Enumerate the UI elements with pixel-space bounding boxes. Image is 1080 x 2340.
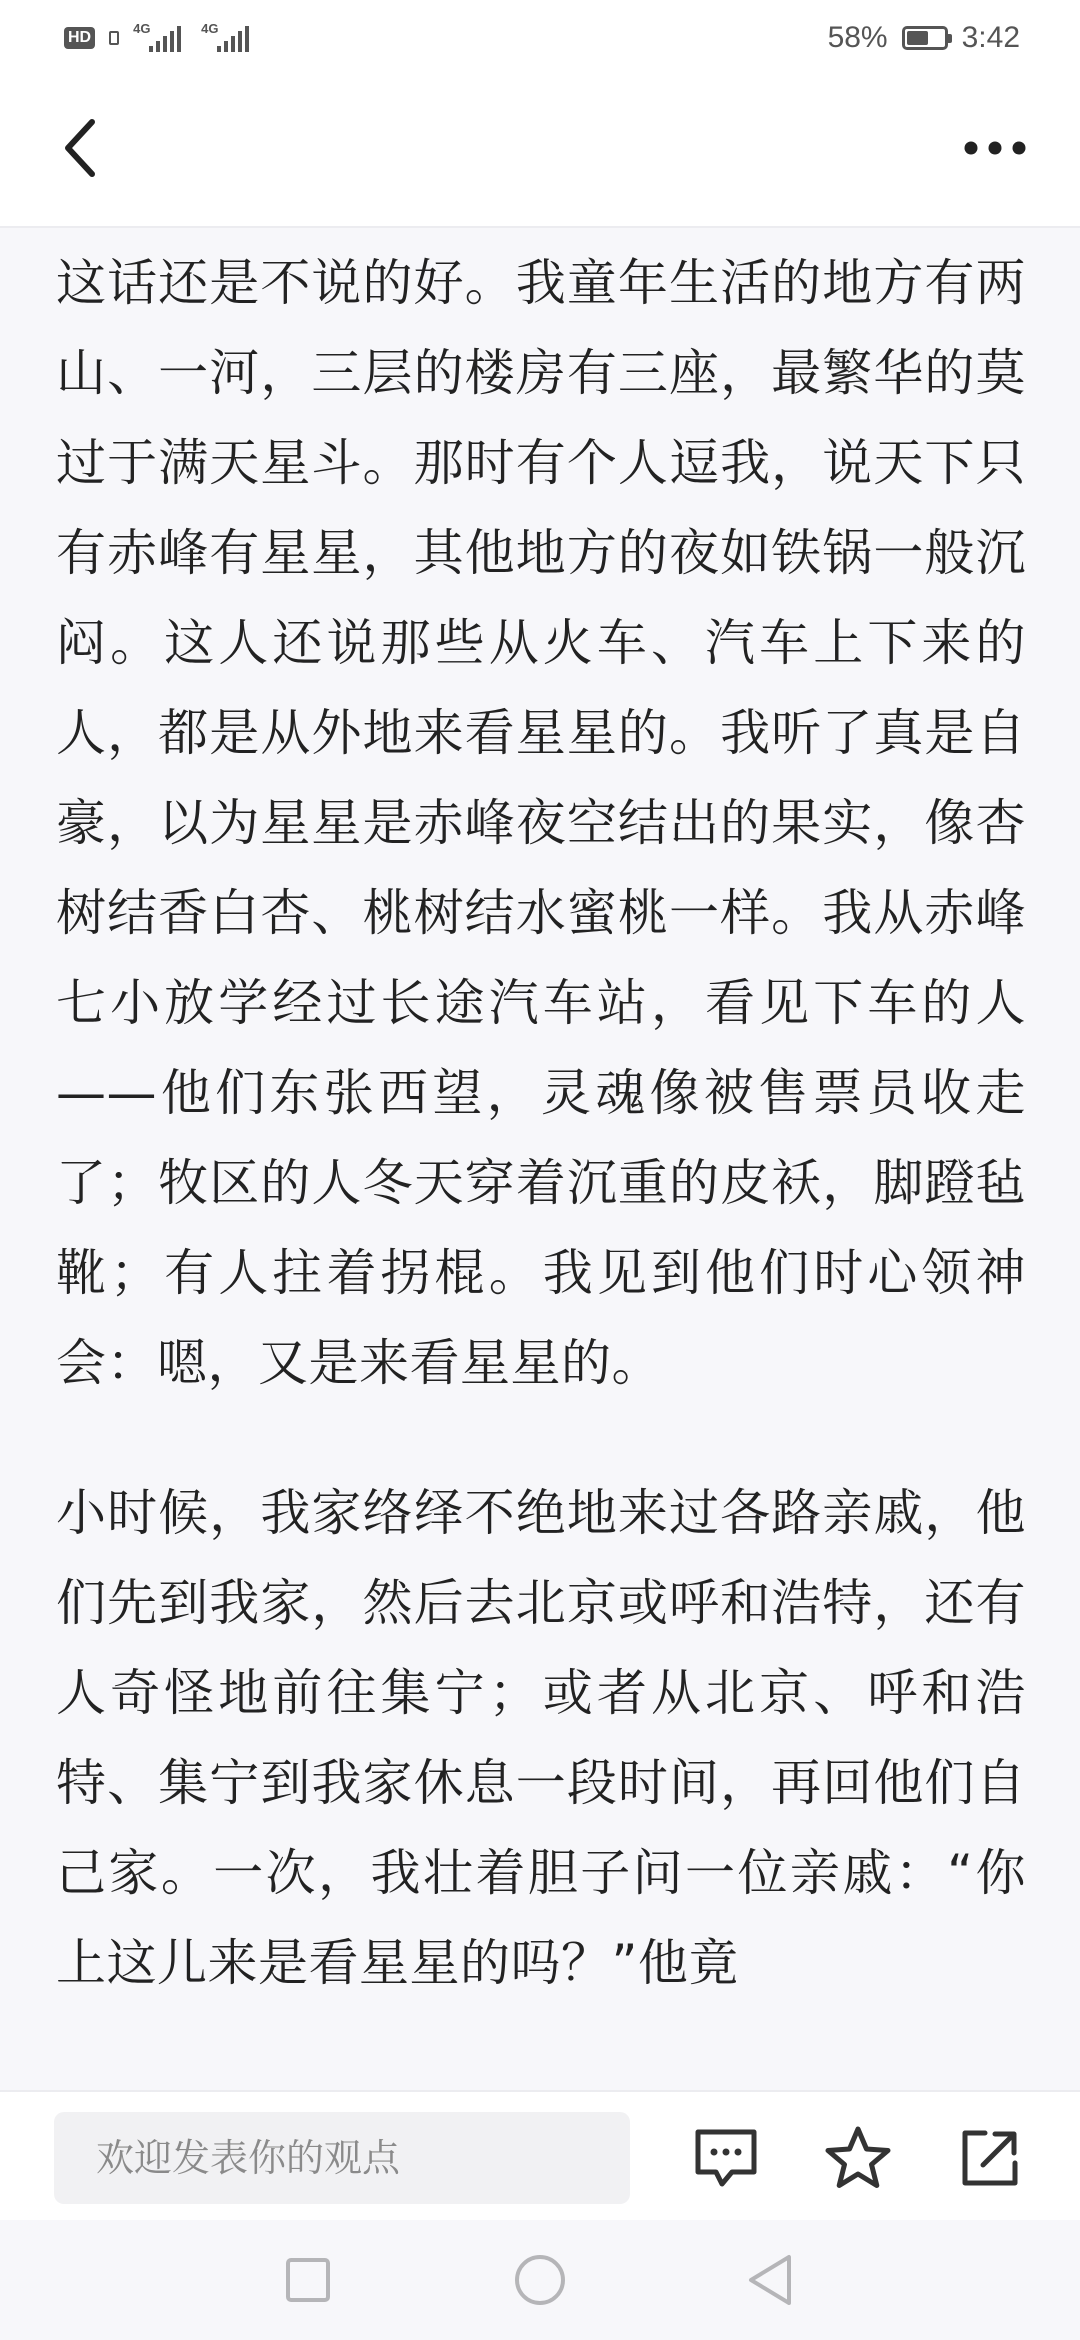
circle-icon <box>513 2253 567 2307</box>
comment-button[interactable] <box>688 2120 764 2196</box>
article-body[interactable] <box>0 228 1080 2090</box>
share-arrow-icon <box>959 2127 1021 2189</box>
home-button[interactable] <box>510 2250 570 2310</box>
clock: 3:42 <box>961 21 1020 54</box>
status-left-indicators <box>64 20 255 56</box>
article-paragraph-2: 小时候，我家络绎不绝地来过各路亲戚，他们先到我家，然后去北京或呼和浩特，还有人奇怪地前往集宁；或者从北京、呼和浩特、集宁到我家休息一段时间，再回他们自己家。一次，我壮着胆子问一位亲戚：“你上这儿来是看星星的吗？”他竟 <box>56 1484 1026 1992</box>
battery-percent: 58% <box>827 21 888 54</box>
square-icon <box>285 2257 331 2303</box>
status-bar <box>0 0 1080 72</box>
signal-strength-icon-sim1 <box>133 22 187 54</box>
bottom-action-bar <box>0 2090 1080 2222</box>
comment-bubble-icon <box>692 2126 760 2190</box>
battery-icon <box>902 26 948 50</box>
battery-level-fill <box>907 31 928 45</box>
system-back-button[interactable] <box>740 2250 800 2310</box>
network-type-label: 4G <box>201 21 219 36</box>
recent-apps-button[interactable] <box>278 2250 338 2310</box>
share-button[interactable] <box>952 2120 1028 2196</box>
favorite-button[interactable] <box>820 2120 896 2196</box>
article-paragraph-1: 这话还是不说的好。我童年生活的地方有两山、一河，三层的楼房有三座，最繁华的莫过于满天星斗。那时有个人逗我，说天下只有赤峰有星星，其他地方的夜如铁锅一般沉闷。这人还说那些从火车、汽车上下来的人，都是从外地来看星星的。我听了真是自豪，以为星星是赤峰夜空结出的果实，像杏树结香白杏、桃树结水蜜桃一样。我从赤峰七小放学经过长途汽车站，看见下车的人——他们东张西望，灵魂像被售票员收走了；牧区的人冬天穿着沉重的皮袄，脚蹬毡靴；有人拄着拐棍。我见到他们时心领神会：嗯，又是来看星星的。 <box>56 254 1026 1392</box>
signal-strength-icon-sim2 <box>201 22 255 54</box>
triangle-back-icon <box>745 2253 795 2307</box>
hd-voice-badge: HD <box>64 27 95 49</box>
comment-input[interactable] <box>54 2112 630 2204</box>
more-dots-icon <box>963 140 1027 156</box>
network-type-label: 4G <box>133 21 151 36</box>
system-navigation-bar <box>0 2220 1080 2340</box>
chevron-left-icon <box>60 118 100 178</box>
top-nav-bar <box>0 72 1080 228</box>
status-right-indicators <box>828 18 1020 58</box>
back-button[interactable] <box>40 108 120 188</box>
star-outline-icon <box>823 2124 893 2192</box>
sim-card-icon <box>109 31 119 45</box>
article-content <box>56 238 1026 2008</box>
more-options-button[interactable] <box>950 108 1040 188</box>
